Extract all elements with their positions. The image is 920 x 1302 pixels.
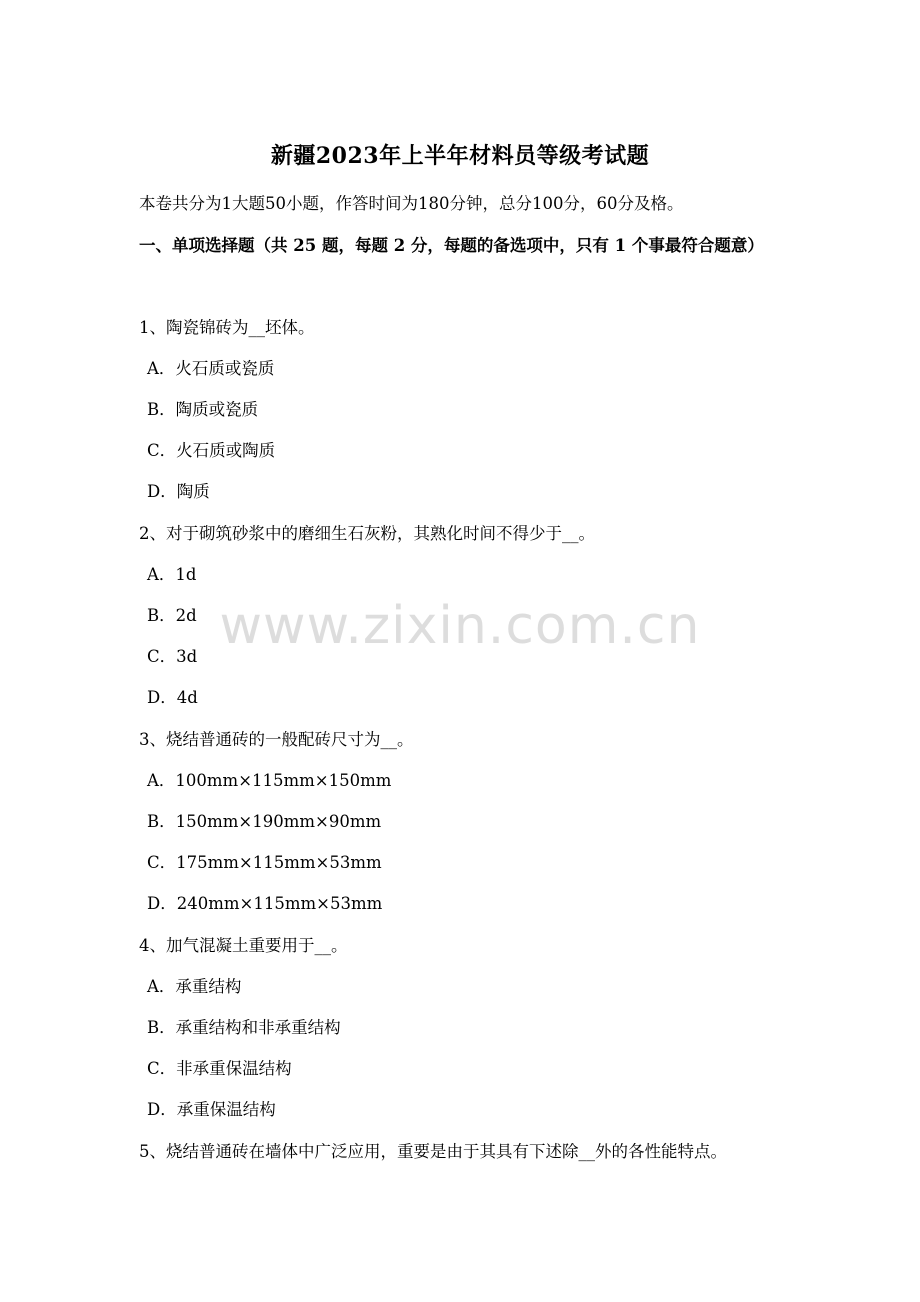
question-option: B．2d <box>147 606 197 625</box>
question-stem: 1、陶瓷锦砖为__坯体。 <box>139 318 315 337</box>
question-option: D．陶质 <box>147 482 210 501</box>
question-option: D．4d <box>147 688 198 707</box>
question-option: A．1d <box>147 565 197 584</box>
question-option: C．非承重保温结构 <box>147 1059 292 1078</box>
question-option: D．240mm×115mm×53mm <box>147 894 383 913</box>
question-stem: 4、加气混凝土重要用于__。 <box>139 936 348 955</box>
document-title: 新疆2023年上半年材料员等级考试题 <box>270 143 650 169</box>
question-stem: 2、对于砌筑砂浆中的磨细生石灰粉，其熟化时间不得少于__。 <box>139 524 595 543</box>
question-option: B．陶质或瓷质 <box>147 400 259 419</box>
question-stem: 5、烧结普通砖在墙体中广泛应用，重要是由于其具有下述除__外的各性能特点。 <box>139 1142 727 1161</box>
question-option: D．承重保温结构 <box>147 1100 276 1119</box>
question-option: C．3d <box>147 647 198 666</box>
watermark: www.zixin.com.cn <box>219 596 701 656</box>
question-option: C．火石质或陶质 <box>147 441 276 460</box>
question-option: A．承重结构 <box>147 977 242 996</box>
section-heading: 一、单项选择题（共 25 题，每题 2 分，每题的备选项中，只有 1 个事最符合题意） <box>139 236 764 255</box>
question-option: C．175mm×115mm×53mm <box>147 853 382 872</box>
exam-intro: 本卷共分为1大题50小题，作答时间为180分钟，总分100分，60分及格。 <box>139 194 684 213</box>
question-option: B．承重结构和非承重结构 <box>147 1018 341 1037</box>
question-stem: 3、烧结普通砖的一般配砖尺寸为__。 <box>139 730 414 749</box>
question-option: A．火石质或瓷质 <box>147 359 275 378</box>
question-option: A．100mm×115mm×150mm <box>147 771 392 790</box>
question-option: B．150mm×190mm×90mm <box>147 812 382 831</box>
